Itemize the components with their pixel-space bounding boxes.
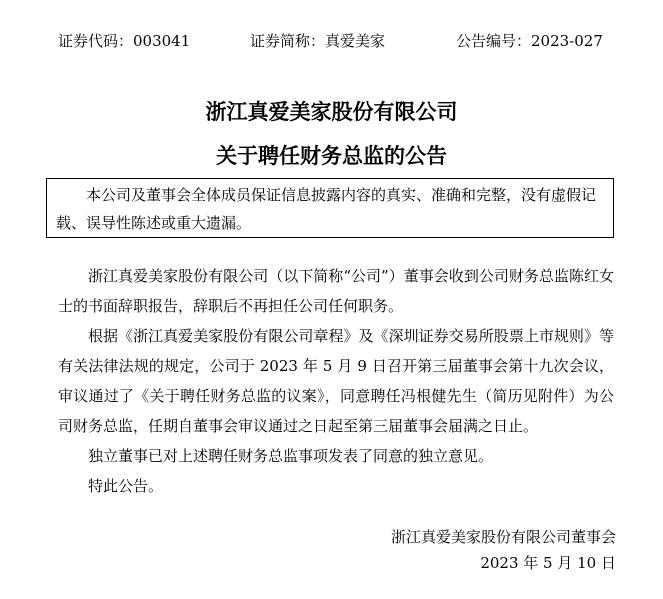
paragraph-appointment: 根据《浙江真爱美家股份有限公司章程》及《深圳证券交易所股票上市规则》等有关法律法规的规定，公司于 2023 年 5 月 9 日召开第三届董事会第十九次会议，审议通过了《关于聘任财务总监的议案》，同意聘任冯根健先生（简历见附件）为公司财务总监，任期自董事会审议通过之日起至第三届董事会届满之日止。 — [58, 327, 614, 435]
notice-number: 公告编号：2023-027 — [456, 32, 603, 50]
signature-company: 浙江真爱美家股份有限公司董事会 — [390, 528, 616, 546]
paragraph-resignation: 浙江真爱美家股份有限公司（以下简称“公司”）董事会收到公司财务总监陈红女士的书面辞职报告，辞职后不再担任公司任何职务。 — [58, 267, 614, 315]
announcement-title: 关于聘任财务总监的公告 — [216, 144, 447, 168]
announcement-header — [58, 30, 618, 52]
disclosure-statement-box — [46, 178, 614, 238]
disclosure-statement: 本公司及董事会全体成员保证信息披露内容的真实、准确和完整，没有虚假记载、误导性陈述或重大遗漏。 — [56, 186, 597, 232]
announcement-body — [58, 261, 614, 501]
paragraph-closing: 特此公告。 — [88, 477, 164, 495]
stock-code: 证券代码：003041 — [58, 32, 191, 50]
signature-date: 2023 年 5 月 10 日 — [480, 554, 616, 572]
company-title: 浙江真爱美家股份有限公司 — [205, 100, 458, 124]
paragraph-independent-directors: 独立董事已对上述聘任财务总监事项发表了同意的独立意见。 — [88, 447, 494, 465]
stock-abbreviation: 证券简称：真爱美家 — [250, 32, 386, 50]
